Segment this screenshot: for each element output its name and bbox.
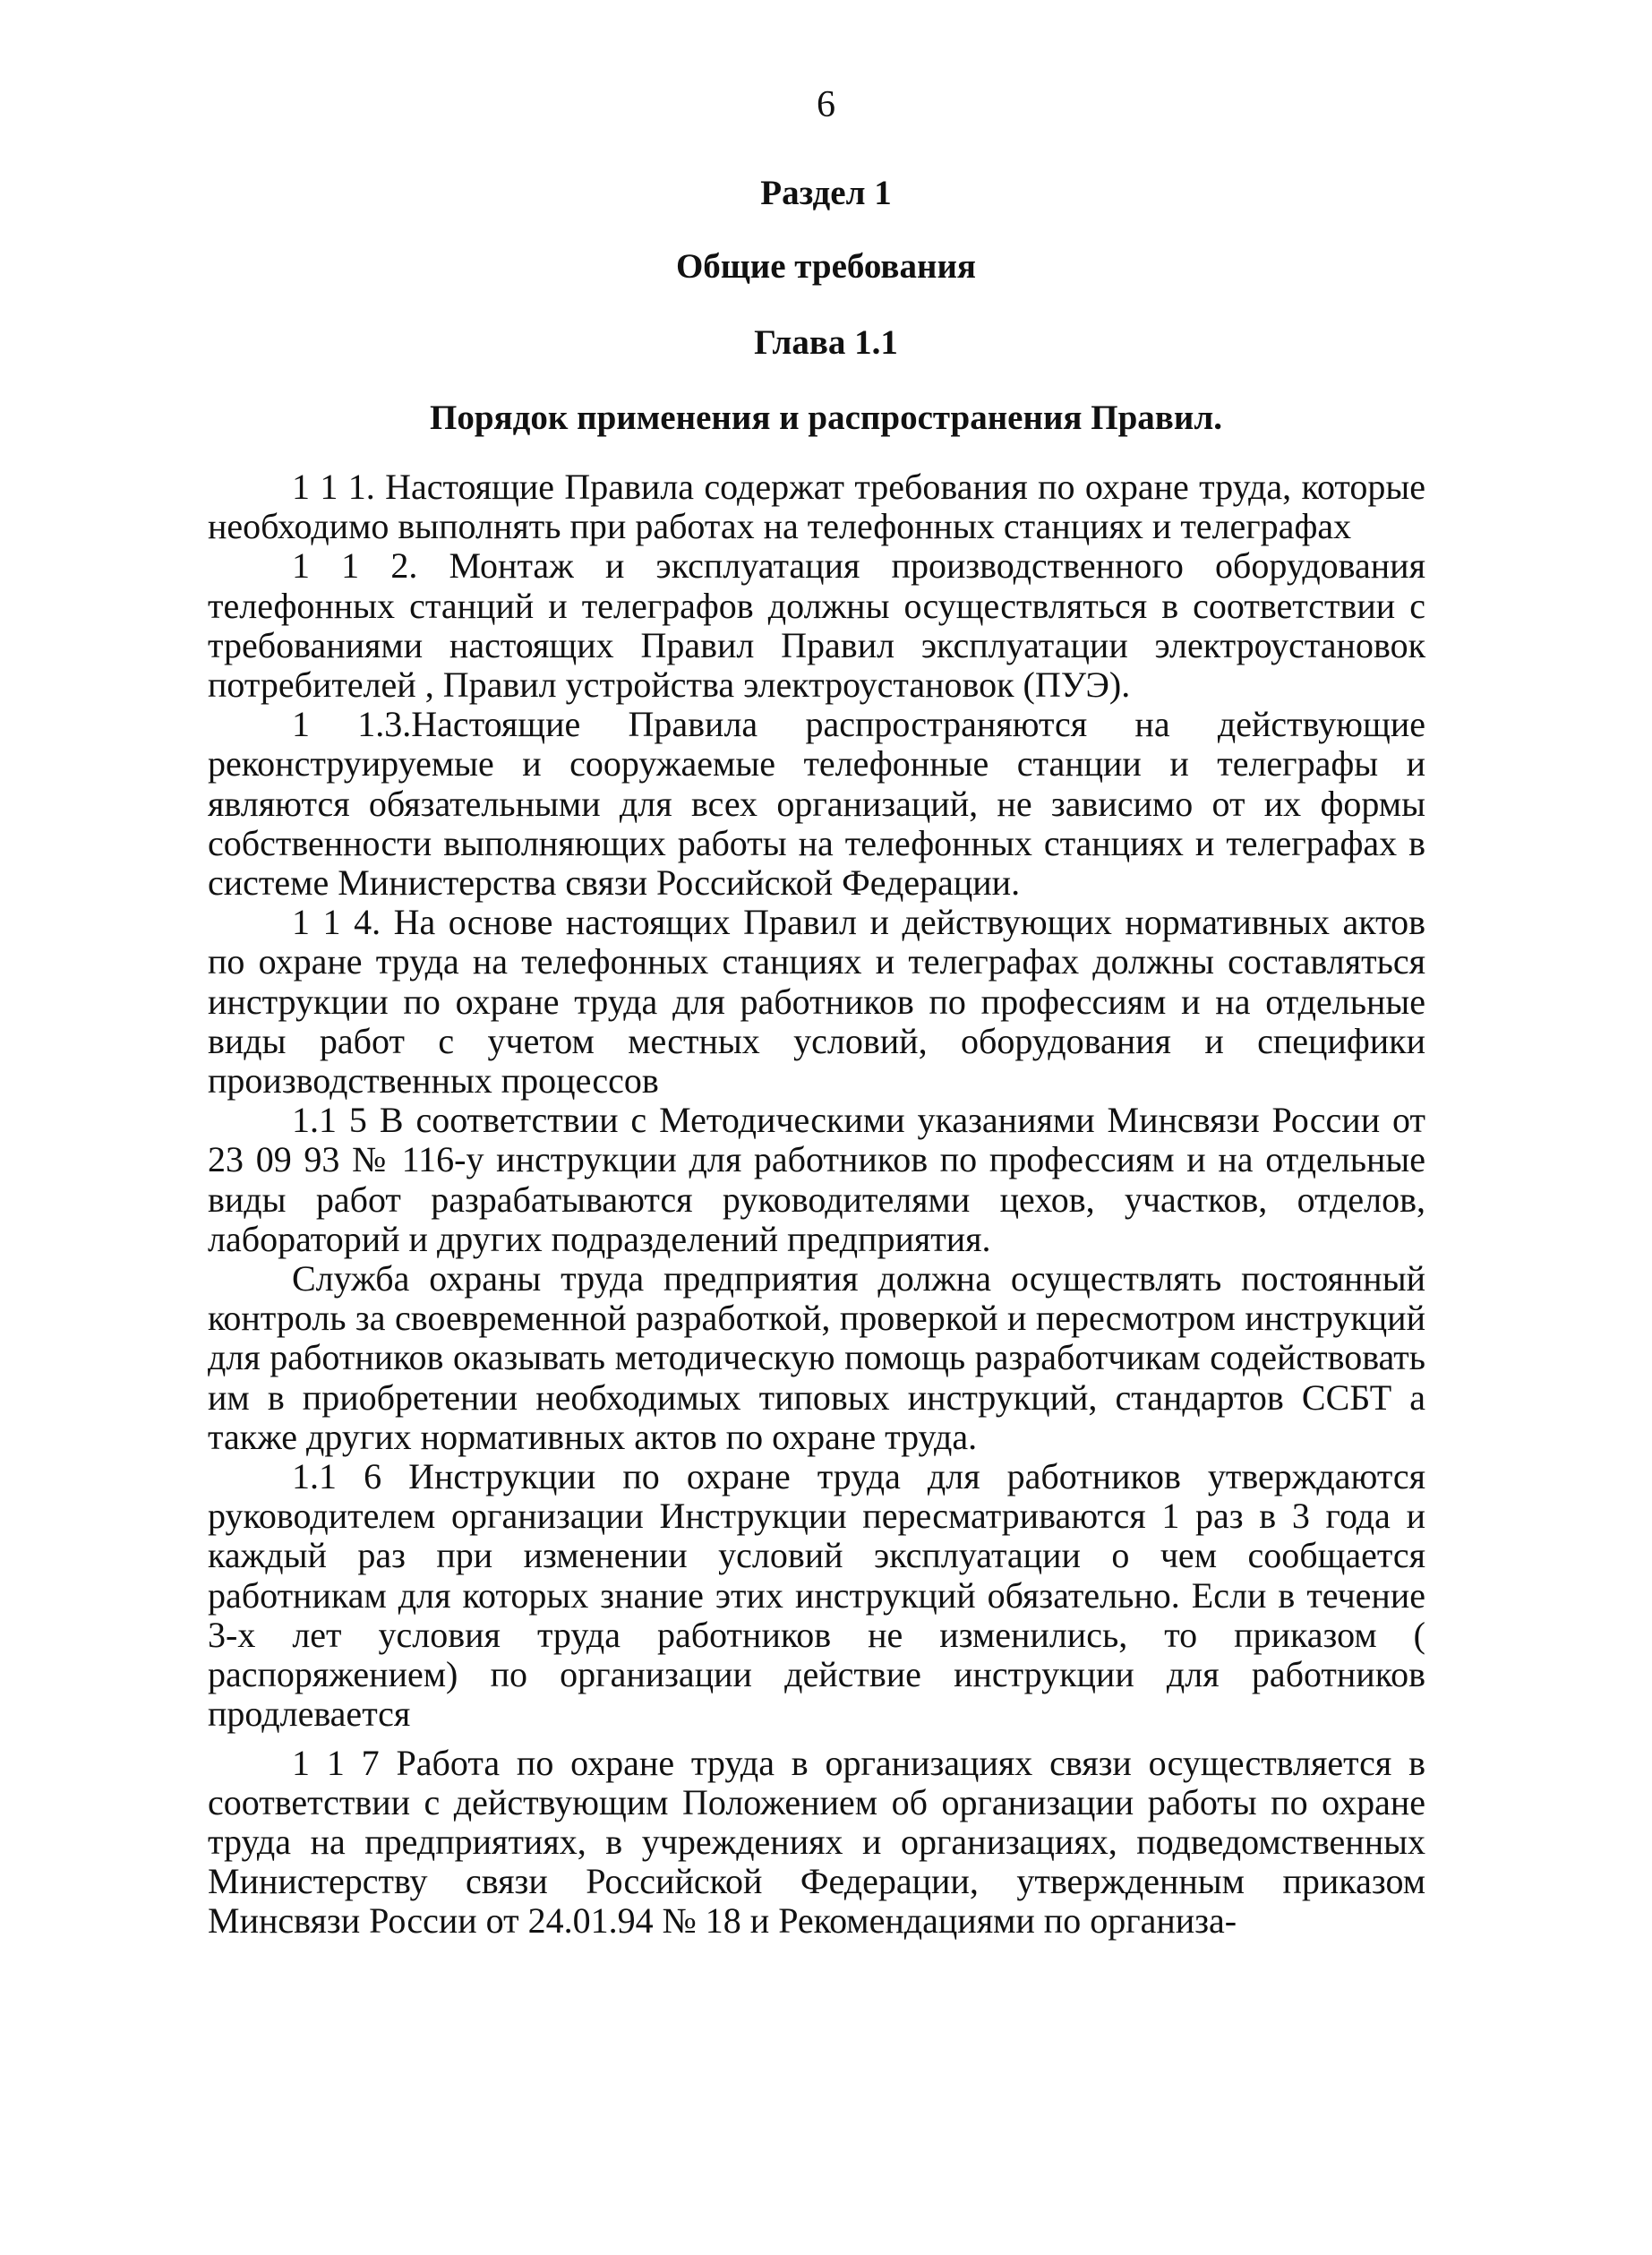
chapter-heading: Глава 1.1 — [754, 323, 898, 362]
paragraph-1-1-1: 1 1 1. Настоящие Правила содержат требования по охране труда, которые необходимо выполнять при работах на телефонных станциях и телеграфах — [208, 467, 1425, 547]
paragraph-1-1-3: 1 1.3.Настоящие Правила распространяются на действующие реконструируемые и сооружаемые телефонные станции и телеграфы и являются обязательными для всех организаций, не зависимо от их формы собственности выполняющих работы на телефонных станциях и телеграфах в системе Министерства связи Российской Федерации. — [208, 704, 1425, 904]
chapter-title: Порядок применения и распространения Правил. — [430, 399, 1222, 437]
paragraph-1-1-6: 1.1 6 Инструкции по охране труда для работников утверждаются руководителем организации Инструкции пересматриваются 1 раз в 3 года и каждый раз при изменении условий эксплуатации о чем сообщается работникам для которых знание этих инструкций обязательно. Если в течение 3-х лет условия труда работников не изменились, то приказом ( распоряжением) по организации действие инструкции для работников продлевается — [208, 1456, 1425, 1735]
paragraph-1-1-5: 1.1 5 В соответствии с Методическими указаниями Минсвязи России от 23 09 93 № 116-у инструкции для работников по профессиям и на отдельные виды работ разрабатываются руководителями цехов, участков, отделов, лабораторий и других подразделений предприятия. — [208, 1100, 1425, 1259]
section-title: Общие требования — [675, 247, 977, 286]
paragraph-1-1-4: 1 1 4. На основе настоящих Правил и действующих нормативных актов по охране труда на телефонных станциях и телеграфах должны составляться инструкции по охране труда для работников по профессиям и на отдельные виды работ с учетом местных условий, оборудования и специфики производственных процессов — [208, 902, 1425, 1102]
document-body — [208, 467, 1425, 1942]
paragraph-1-1-7: 1 1 7 Работа по охране труда в организациях связи осуществляется в соответствии с действующим Положением об организации работы по охране труда на предприятиях, в учреждениях и организациях, подведомственных Министерству связи Российской Федерации, утвержденным приказом Минсвязи России от 24.01.94 № 18 и Рекомендациями по организа- — [208, 1742, 1425, 1942]
page-number: 6 — [817, 84, 835, 125]
paragraph-1-1-2: 1 1 2. Монтаж и эксплуатация производственного оборудования телефонных станций и телеграфов должны осуществляться в соответствии с требованиями настоящих Правил Правил эксплуатации электроустановок потребителей , Правил устройства электроустановок (ПУЭ). — [208, 545, 1425, 706]
paragraph-safety-service: Служба охраны труда предприятия должна осуществлять постоянный контроль за своевременной разработкой, проверкой и пересмотром инструкций для работников оказывать методическую помощь разработчикам содействовать им в приобретении необходимых типовых инструкций, стандартов ССБТ а также других нормативных актов по охране труда. — [208, 1258, 1425, 1457]
section-heading: Раздел 1 — [760, 174, 892, 212]
